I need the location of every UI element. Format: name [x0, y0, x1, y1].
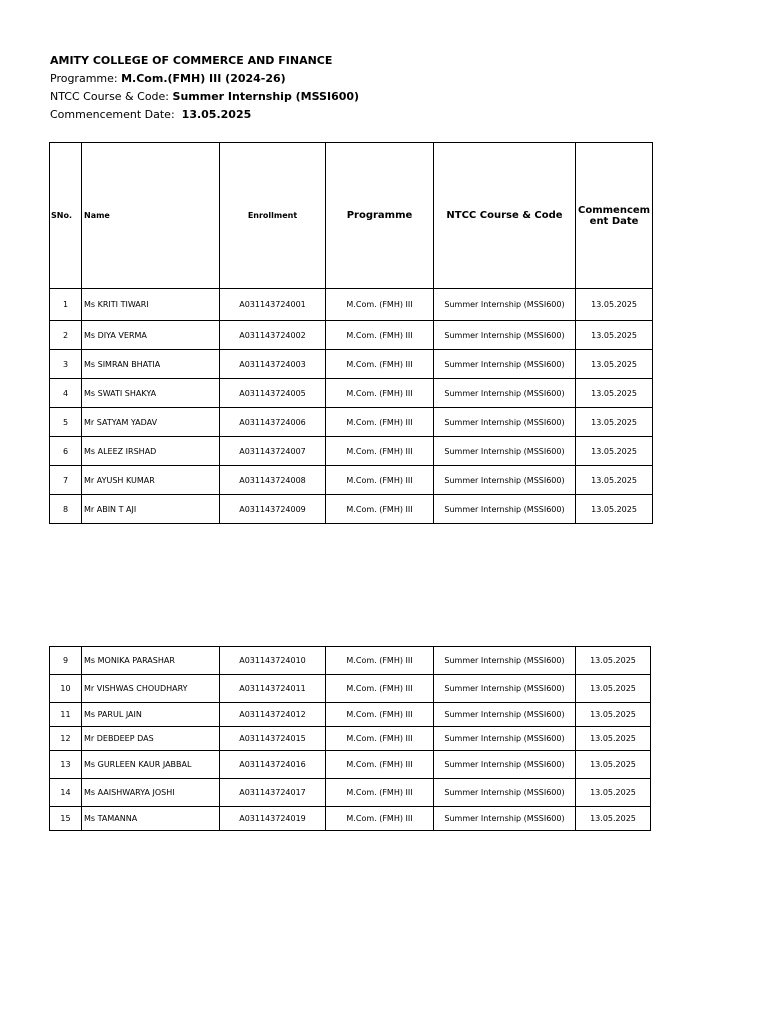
table-row [50, 727, 651, 751]
cell-course: Summer Internship (MSSI600) [434, 779, 576, 807]
cell-date: 13.05.2025 [576, 350, 653, 379]
cell-course: Summer Internship (MSSI600) [434, 466, 576, 495]
cell-sno: 6 [50, 437, 82, 466]
cell-programme: M.Com. (FMH) III [326, 675, 434, 703]
cell-sno: 15 [50, 807, 82, 831]
cell-programme: M.Com. (FMH) III [326, 751, 434, 779]
cell-programme: M.Com. (FMH) III [326, 807, 434, 831]
cell-enrollment: A031143724006 [220, 408, 326, 437]
cell-date: 13.05.2025 [576, 495, 653, 524]
cell-name: Mr ABIN T AJI [82, 495, 220, 524]
course-label: NTCC Course & Code: [50, 90, 170, 103]
cell-date: 13.05.2025 [576, 807, 651, 831]
cell-enrollment: A031143724010 [220, 647, 326, 675]
cell-programme: M.Com. (FMH) III [326, 437, 434, 466]
cell-sno: 12 [50, 727, 82, 751]
cell-enrollment: A031143724003 [220, 350, 326, 379]
cell-course: Summer Internship (MSSI600) [434, 321, 576, 350]
cell-date: 13.05.2025 [576, 647, 651, 675]
cell-sno: 7 [50, 466, 82, 495]
cell-programme: M.Com. (FMH) III [326, 647, 434, 675]
table-row [50, 675, 651, 703]
cell-name: Ms GURLEEN KAUR JABBAL [82, 751, 220, 779]
cell-name: Mr VISHWAS CHOUDHARY [82, 675, 220, 703]
table-row [50, 408, 653, 437]
cell-name: Ms SIMRAN BHATIA [82, 350, 220, 379]
cell-name: Mr DEBDEEP DAS [82, 727, 220, 751]
cell-enrollment: A031143724005 [220, 379, 326, 408]
cell-course: Summer Internship (MSSI600) [434, 647, 576, 675]
cell-name: Ms AAISHWARYA JOSHI [82, 779, 220, 807]
cell-date: 13.05.2025 [576, 289, 653, 321]
cell-name: Mr AYUSH KUMAR [82, 466, 220, 495]
cell-date: 13.05.2025 [576, 408, 653, 437]
cell-course: Summer Internship (MSSI600) [434, 727, 576, 751]
cell-sno: 8 [50, 495, 82, 524]
cell-sno: 9 [50, 647, 82, 675]
cell-enrollment: A031143724007 [220, 437, 326, 466]
cell-date: 13.05.2025 [576, 675, 651, 703]
cell-programme: M.Com. (FMH) III [326, 779, 434, 807]
cell-programme: M.Com. (FMH) III [326, 379, 434, 408]
cell-course: Summer Internship (MSSI600) [434, 751, 576, 779]
table-row [50, 379, 653, 408]
cell-course: Summer Internship (MSSI600) [434, 350, 576, 379]
cell-enrollment: A031143724019 [220, 807, 326, 831]
cell-sno: 13 [50, 751, 82, 779]
table-row [50, 647, 651, 675]
course-value: Summer Internship (MSSI600) [172, 90, 360, 103]
cell-name: Ms DIYA VERMA [82, 321, 220, 350]
cell-date: 13.05.2025 [576, 751, 651, 779]
cell-enrollment: A031143724011 [220, 675, 326, 703]
cell-date: 13.05.2025 [576, 437, 653, 466]
cell-sno: 2 [50, 321, 82, 350]
table-row [50, 751, 651, 779]
col-header-enrollment: Enrollment [220, 143, 326, 289]
cell-programme: M.Com. (FMH) III [326, 408, 434, 437]
date-label: Commencement Date: [50, 108, 175, 121]
cell-sno: 10 [50, 675, 82, 703]
cell-programme: M.Com. (FMH) III [326, 289, 434, 321]
table-row [50, 495, 653, 524]
cell-name: Mr SATYAM YADAV [82, 408, 220, 437]
cell-date: 13.05.2025 [576, 779, 651, 807]
cell-name: Ms MONIKA PARASHAR [82, 647, 220, 675]
col-header-name: Name [82, 143, 220, 289]
cell-programme: M.Com. (FMH) III [326, 350, 434, 379]
table-row [50, 321, 653, 350]
table-row [50, 703, 651, 727]
cell-date: 13.05.2025 [576, 727, 651, 751]
col-header-programme: Programme [326, 143, 434, 289]
cell-name: Ms SWATI SHAKYA [82, 379, 220, 408]
cell-sno: 11 [50, 703, 82, 727]
col-header-date: Commencem ent Date [576, 143, 653, 289]
programme-label: Programme: [50, 72, 118, 85]
cell-course: Summer Internship (MSSI600) [434, 437, 576, 466]
cell-course: Summer Internship (MSSI600) [434, 408, 576, 437]
table-row [50, 437, 653, 466]
cell-date: 13.05.2025 [576, 703, 651, 727]
cell-enrollment: A031143724009 [220, 495, 326, 524]
cell-course: Summer Internship (MSSI600) [434, 495, 576, 524]
cell-enrollment: A031143724016 [220, 751, 326, 779]
cell-name: Ms TAMANNA [82, 807, 220, 831]
cell-enrollment: A031143724002 [220, 321, 326, 350]
cell-programme: M.Com. (FMH) III [326, 703, 434, 727]
cell-course: Summer Internship (MSSI600) [434, 703, 576, 727]
cell-date: 13.05.2025 [576, 379, 653, 408]
programme-value: M.Com.(FMH) III (2024-26) [121, 72, 286, 85]
cell-name: Ms PARUL JAIN [82, 703, 220, 727]
cell-sno: 5 [50, 408, 82, 437]
cell-programme: M.Com. (FMH) III [326, 727, 434, 751]
student-table-1 [49, 142, 653, 524]
cell-enrollment: A031143724001 [220, 289, 326, 321]
cell-enrollment: A031143724015 [220, 727, 326, 751]
table-row [50, 466, 653, 495]
col-header-course: NTCC Course & Code [434, 143, 576, 289]
cell-course: Summer Internship (MSSI600) [434, 675, 576, 703]
date-value: 13.05.2025 [181, 108, 252, 121]
table-header-row [50, 143, 653, 289]
cell-sno: 3 [50, 350, 82, 379]
cell-sno: 4 [50, 379, 82, 408]
table-row [50, 779, 651, 807]
table-row [50, 807, 651, 831]
cell-sno: 14 [50, 779, 82, 807]
col-header-sno: SNo. [50, 143, 82, 289]
table-row [50, 289, 653, 321]
table-row [50, 350, 653, 379]
date-line [50, 108, 251, 122]
cell-name: Ms ALEEZ IRSHAD [82, 437, 220, 466]
cell-sno: 1 [50, 289, 82, 321]
course-line [50, 90, 359, 104]
cell-course: Summer Internship (MSSI600) [434, 289, 576, 321]
cell-programme: M.Com. (FMH) III [326, 466, 434, 495]
cell-course: Summer Internship (MSSI600) [434, 807, 576, 831]
cell-enrollment: A031143724012 [220, 703, 326, 727]
cell-programme: M.Com. (FMH) III [326, 321, 434, 350]
cell-programme: M.Com. (FMH) III [326, 495, 434, 524]
cell-enrollment: A031143724008 [220, 466, 326, 495]
cell-name: Ms KRITI TIWARI [82, 289, 220, 321]
cell-course: Summer Internship (MSSI600) [434, 379, 576, 408]
student-table-2 [49, 646, 651, 831]
cell-date: 13.05.2025 [576, 321, 653, 350]
college-title: AMITY COLLEGE OF COMMERCE AND FINANCE [50, 54, 333, 67]
programme-line [50, 72, 286, 86]
cell-date: 13.05.2025 [576, 466, 653, 495]
cell-enrollment: A031143724017 [220, 779, 326, 807]
